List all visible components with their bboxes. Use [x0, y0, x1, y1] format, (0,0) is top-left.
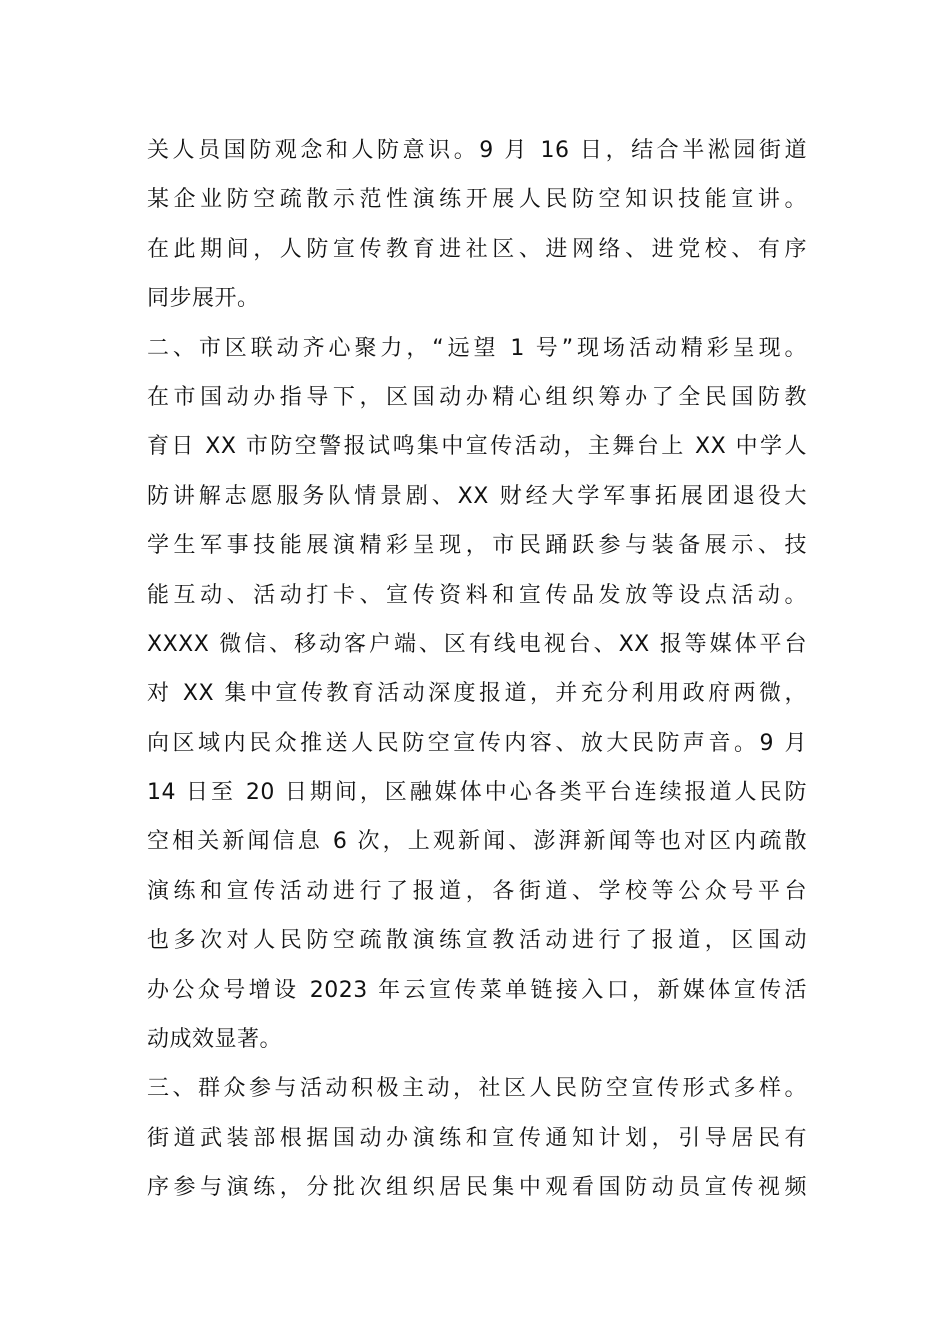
- text-line: 某企业防空疏散示范性演练开展人民防空知识技能宣讲。: [147, 187, 807, 213]
- text-line: 序参与演练，分批次组织居民集中观看国防动员宣传视频: [147, 1175, 807, 1201]
- text-line: 能互动、活动打卡、宣传资料和宣传品发放等设点活动。: [147, 582, 807, 608]
- text-line: 在市国动办指导下，区国动办精心组织筹办了全民国防教: [147, 384, 807, 410]
- text-line: 三、群众参与活动积极主动，社区人民防空宣传形式多样。: [147, 1076, 807, 1102]
- text-line: 对 XX 集中宣传教育活动深度报道，并充分利用政府两微，: [147, 681, 807, 707]
- text-line: 向区域内民众推送人民防空宣传内容、放大民防声音。9 月: [147, 730, 807, 756]
- document-body: [147, 126, 807, 1213]
- text-line: XXXX 微信、移动客户端、区有线电视台、XX 报等媒体平台: [147, 631, 807, 657]
- text-line: 在此期间，人防宣传教育进社区、进网络、进党校、有序: [147, 236, 807, 262]
- text-line: 演练和宣传活动进行了报道，各街道、学校等公众号平台: [147, 878, 807, 904]
- text-line: 14 日至 20 日期间，区融媒体中心各类平台连续报道人民防: [147, 780, 807, 806]
- text-line: 学生军事技能展演精彩呈现，市民踊跃参与装备展示、技: [147, 533, 807, 559]
- text-line: 育日 XX 市防空警报试鸣集中宣传活动，主舞台上 XX 中学人: [147, 434, 807, 460]
- text-line: 同步展开。: [147, 286, 260, 312]
- text-line: 防讲解志愿服务队情景剧、XX 财经大学军事拓展团退役大: [147, 483, 807, 509]
- text-line: 办公众号增设 2023 年云宣传菜单链接入口，新媒体宣传活: [147, 977, 807, 1003]
- text-line: 街道武装部根据国动办演练和宣传通知计划，引导居民有: [147, 1125, 807, 1151]
- text-line: 动成效显著。: [147, 1027, 283, 1053]
- text-line: 也多次对人民防空疏散演练宣教活动进行了报道，区国动: [147, 928, 807, 954]
- text-line: 二、市区联动齐心聚力，“远望 1 号”现场活动精彩呈现。: [147, 335, 807, 361]
- text-line: 空相关新闻信息 6 次，上观新闻、澎湃新闻等也对区内疏散: [147, 829, 807, 855]
- text-line: 关人员国防观念和人防意识。9 月 16 日，结合半淞园街道: [147, 138, 807, 163]
